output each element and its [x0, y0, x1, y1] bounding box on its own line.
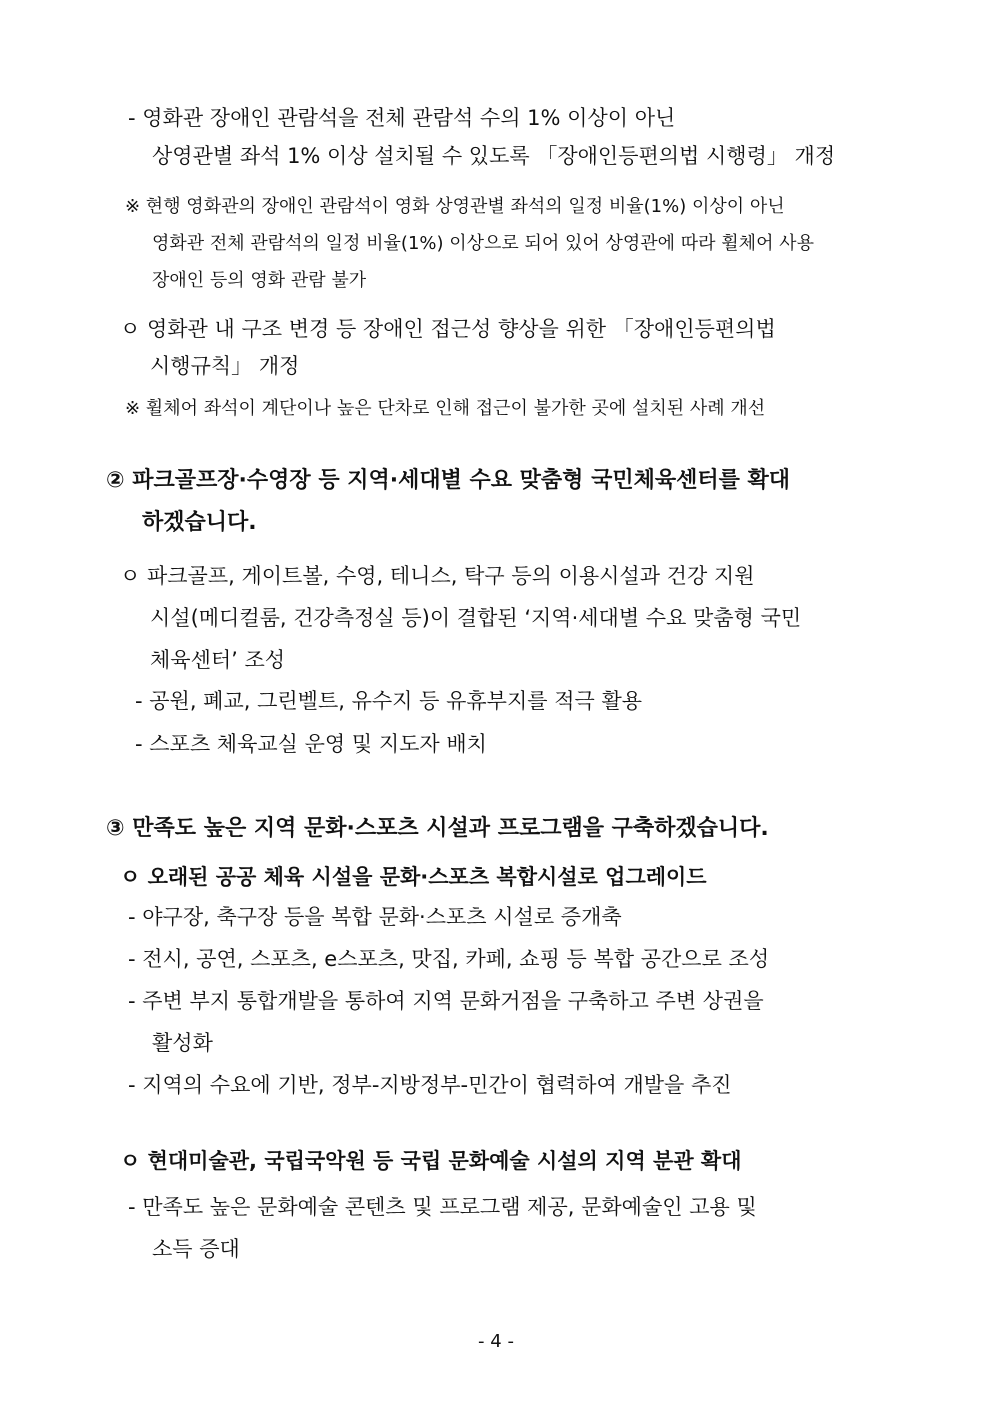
- dash-item-text: 활성화: [152, 1031, 213, 1055]
- bullet-item-text: ㅇ 영화관 내 구조 변경 등 장애인 접근성 향상을 위한 「장애인등편의법: [120, 317, 776, 341]
- bullet-item-text: 시행규칙」 개정: [150, 354, 300, 378]
- bullet-item-text: 시설(메디컬룸, 건강측정실 등)이 결합된 ‘지역·세대별 수요 맞춤형 국민: [150, 606, 802, 630]
- note-text: ※ 현행 영화관의 장애인 관람석이 영화 상영관별 좌석의 일정 비율(1%) 이상이 아닌: [125, 196, 785, 217]
- dash-item-text: - 야구장, 축구장 등을 복합 문화·스포츠 시설로 증개축: [128, 905, 622, 929]
- section-heading: ② 파크골프장·수영장 등 지역·세대별 수요 맞춤형 국민체육센터를 확대: [106, 468, 791, 493]
- bullet-item-text: 체육센터’ 조성: [150, 648, 286, 672]
- bullet-item-text: ㅇ 현대미술관, 국립국악원 등 국립 문화예술 시설의 지역 분관 확대: [120, 1149, 742, 1173]
- note-text: 장애인 등의 영화 관람 불가: [152, 270, 367, 291]
- dash-item-text: - 주변 부지 통합개발을 통하여 지역 문화거점을 구축하고 주변 상권을: [128, 989, 764, 1013]
- bullet-item-text: ㅇ 오래된 공공 체육 시설을 문화·스포츠 복합시설로 업그레이드: [120, 865, 707, 889]
- dash-item-text: 소득 증대: [152, 1237, 240, 1261]
- section-heading: 하겠습니다.: [142, 510, 257, 535]
- dash-item-text: - 공원, 폐교, 그린벨트, 유수지 등 유휴부지를 적극 활용: [135, 689, 643, 713]
- dash-item-text: - 만족도 높은 문화예술 콘텐츠 및 프로그램 제공, 문화예술인 고용 및: [128, 1195, 757, 1219]
- dash-item-text: 상영관별 좌석 1% 이상 설치될 수 있도록 「장애인등편의법 시행령」 개정: [152, 144, 836, 168]
- page-number: - 4 -: [478, 1331, 514, 1352]
- note-text: ※ 휠체어 좌석이 계단이나 높은 단차로 인해 접근이 불가한 곳에 설치된 사례 개선: [125, 398, 766, 419]
- dash-item-text: - 스포츠 체육교실 운영 및 지도자 배치: [135, 732, 487, 756]
- dash-item-text: - 영화관 장애인 관람석을 전체 관람석 수의 1% 이상이 아닌: [128, 106, 676, 130]
- bullet-item-text: ㅇ 파크골프, 게이트볼, 수영, 테니스, 탁구 등의 이용시설과 건강 지원: [120, 564, 755, 588]
- section-heading: ③ 만족도 높은 지역 문화·스포츠 시설과 프로그램을 구축하겠습니다.: [106, 816, 769, 841]
- dash-item-text: - 전시, 공연, 스포츠, e스포츠, 맛집, 카페, 쇼핑 등 복합 공간으로 조성: [128, 947, 770, 971]
- note-text: 영화관 전체 관람석의 일정 비율(1%) 이상으로 되어 있어 상영관에 따라 휠체어 사용: [152, 233, 814, 254]
- dash-item-text: - 지역의 수요에 기반, 정부-지방정부-민간이 협력하여 개발을 추진: [128, 1073, 732, 1097]
